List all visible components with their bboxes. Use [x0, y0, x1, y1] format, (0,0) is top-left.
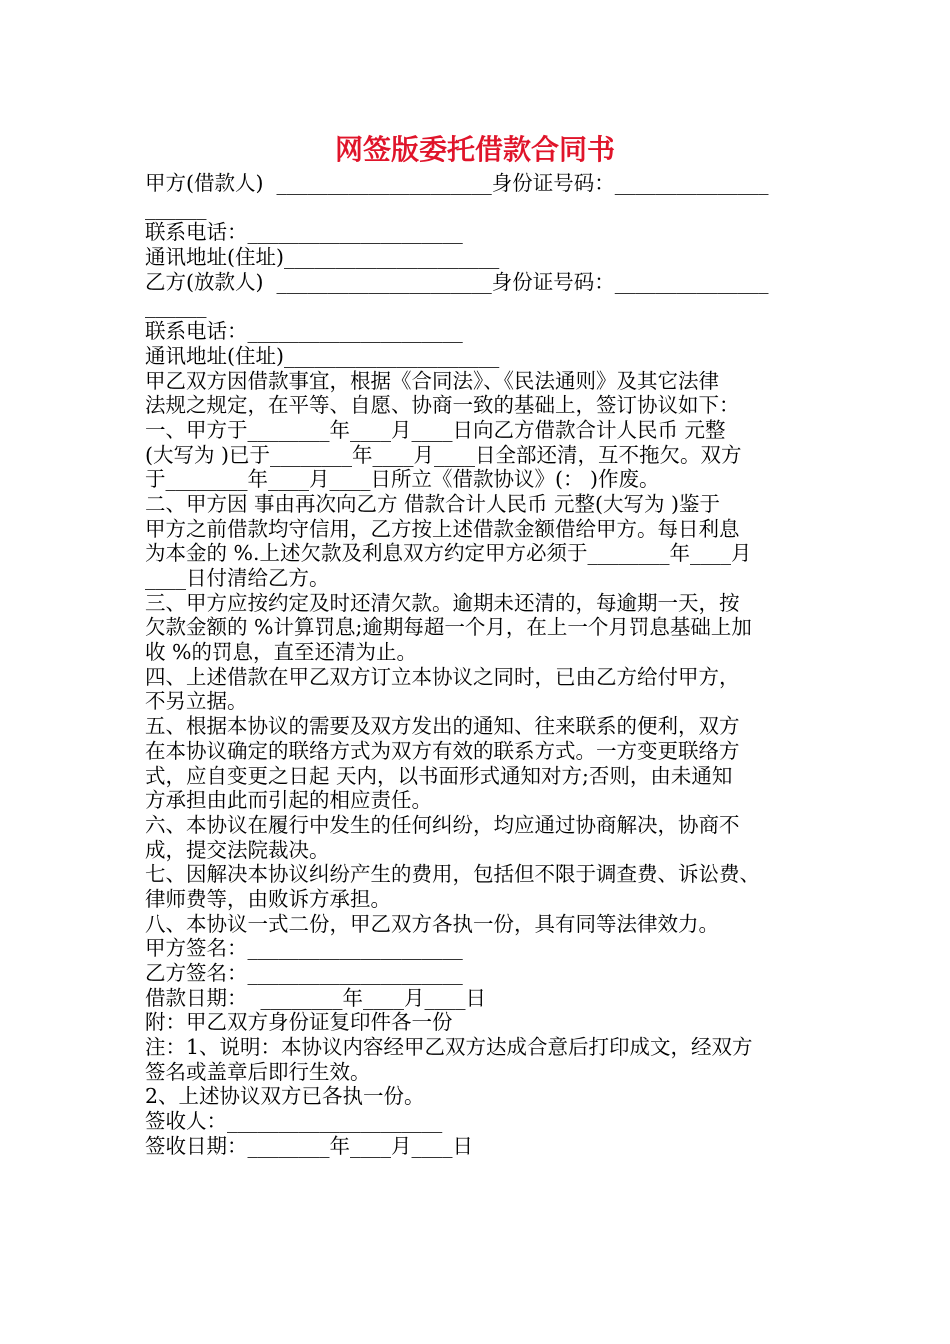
clause-7-line: 律师费等，由败诉方承担。 [145, 886, 391, 911]
clause-2-line: ____日付清给乙方。 [145, 566, 330, 590]
clause-5-line: 式，应自变更之日起 天内，以书面形式通知对方;否则，由未通知 [145, 763, 733, 788]
clause-6-line: 六、本协议在履行中发生的任何纠纷，均应通过协商解决，协商不 [145, 812, 740, 837]
note-line: 注：1、说明：本协议内容经甲乙双方达成合意后打印成文，经双方 [145, 1035, 753, 1060]
loan-date-line: 借款日期： ________年____月____日 [145, 985, 487, 1010]
note-line: 2、上述协议双方已各执一份。 [145, 1084, 425, 1109]
clause-1-line: 一、甲方于________年____月____日向乙方借款合计人民币 元整 [145, 417, 726, 442]
clause-1-line: (大写为 )已于________年____月____日全部还清，互不拖欠。双方 [145, 442, 742, 467]
clause-1-line: 于________年____月____日所立《借款协议》(： )作废。 [145, 467, 660, 492]
party-b-signature-line: 乙方签名：_____________________ [145, 961, 463, 985]
preamble-line: 甲乙双方因借款事宜，根据《合同法》、《民法通则》及其它法律 [145, 368, 719, 393]
clause-2-line: 甲方之前借款均守信用，乙方按上述借款金额借给甲方。每日利息 [145, 516, 740, 541]
party-a-id-continuation: ______ [145, 195, 207, 220]
receipt-date-line: 签收日期：________年____月____日 [145, 1133, 473, 1158]
party-b-phone-line: 联系电话：_____________________ [145, 319, 463, 344]
preamble-line: 法规之规定，在平等、自愿、协商一致的基础上，签订协议如下： [145, 393, 740, 418]
clause-3-line: 收 %的罚息，直至还清为止。 [145, 640, 417, 665]
recipient-signature-line: 签收人：_____________________ [145, 1109, 443, 1134]
document-title: 网签版委托借款合同书 [334, 133, 615, 166]
party-b-address-line: 通讯地址(住址)_____________________ [145, 343, 500, 368]
clause-2-line: 二、甲方因 事由再次向乙方 借款合计人民币 元整(大写为 )鉴于 [145, 491, 721, 516]
party-a-phone-line: 联系电话：_____________________ [145, 220, 463, 245]
clause-5-line: 在本协议确定的联络方式为双方有效的联系方式。一方变更联络方 [145, 738, 740, 763]
party-a-address-line: 通讯地址(住址)_____________________ [145, 245, 500, 270]
party-a-signature-line: 甲方签名：_____________________ [145, 936, 463, 961]
clause-2-line: 为本金的 %.上述欠款及利息双方约定甲方必须于________年____月 [145, 541, 752, 566]
document-body [145, 171, 820, 1159]
clause-3-line: 欠款金额的 %计算罚息;逾期每超一个月，在上一个月罚息基础上加 [145, 615, 752, 640]
party-b-name-id-line: 乙方(放款人) _____________________身份证号码：_______________ [145, 269, 769, 294]
party-a-name-id-line: 甲方(借款人) _____________________身份证号码：_______________ [145, 171, 769, 195]
note-line: 签名或盖章后即行生效。 [145, 1059, 371, 1084]
clause-3-line: 三、甲方应按约定及时还清欠款。逾期未还清的，每逾期一天，按 [145, 590, 740, 615]
clause-5-line: 方承担由此而引起的相应责任。 [145, 788, 432, 813]
clause-5-line: 五、根据本协议的需要及双方发出的通知、往来联系的便利，双方 [145, 714, 740, 739]
clause-4-line: 四、上述借款在甲乙双方订立本协议之同时，已由乙方给付甲方， [145, 664, 740, 689]
clause-4-line: 不另立据。 [145, 689, 248, 714]
clause-7-line: 七、因解决本协议纠纷产生的费用，包括但不限于调查费、诉讼费、 [145, 862, 760, 887]
clause-8-line: 八、本协议一式二份，甲乙双方各执一份，具有同等法律效力。 [145, 911, 719, 936]
party-b-id-continuation: ______ [145, 294, 207, 319]
clause-6-line: 成，提交法院裁决。 [145, 837, 330, 862]
attachment-note: 附：甲乙双方身份证复印件各一份 [145, 1010, 453, 1035]
